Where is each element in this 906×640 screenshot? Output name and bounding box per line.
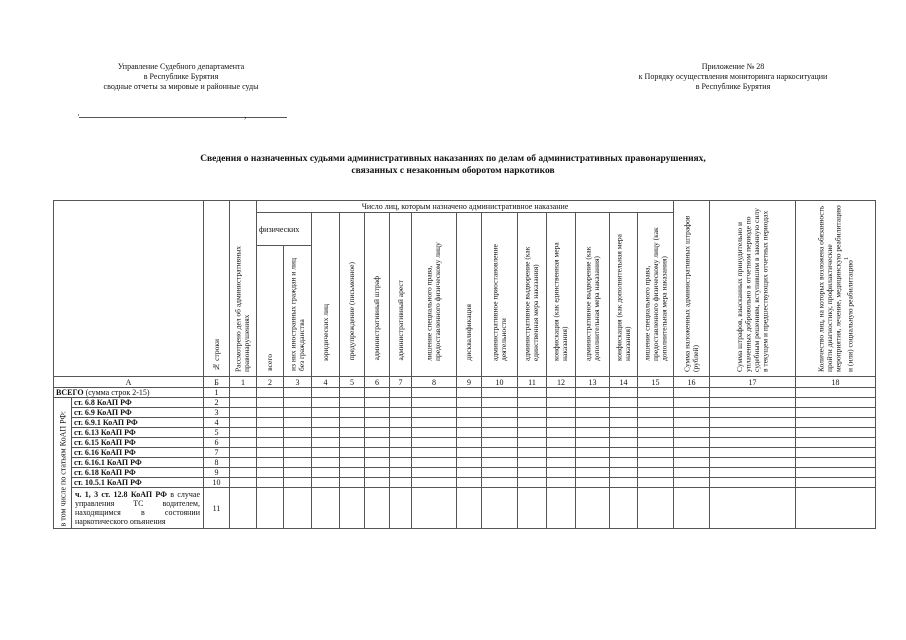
- row-label-long: ч. 1, 3 ст. 12.8 КоАП РФ в случае управления ТС водителем, находящимся в состоянии наркотического опьянения: [72, 488, 204, 529]
- data-cell[interactable]: [638, 408, 674, 418]
- row-label: ст. 6.15 КоАП РФ: [72, 438, 204, 448]
- data-cell[interactable]: [365, 468, 390, 478]
- col-fines-paid: Сумма штрафов, взысканных принудительно и уплаченных добровольно в отчетном периоде по судебным решениям, вступившим в законную силу в текущем и предшествующих отчетных периодах: [710, 201, 796, 377]
- data-cell[interactable]: [547, 448, 576, 458]
- data-cell[interactable]: [257, 478, 284, 488]
- data-cell[interactable]: [412, 458, 457, 468]
- data-cell[interactable]: [257, 458, 284, 468]
- data-cell[interactable]: [365, 408, 390, 418]
- data-cell[interactable]: [457, 388, 482, 398]
- num-2: 2: [257, 377, 284, 388]
- data-cell[interactable]: [390, 438, 412, 448]
- data-cell[interactable]: [312, 468, 340, 478]
- col-expulsion-main: административное выдворение (как единственная мера наказания): [518, 213, 547, 377]
- data-cell[interactable]: [284, 428, 312, 438]
- col-expulsion-add: административное выдворение (как дополнительная мера наказания): [576, 213, 610, 377]
- data-cell[interactable]: [796, 478, 876, 488]
- data-cell[interactable]: [638, 438, 674, 448]
- data-cell[interactable]: [610, 398, 638, 408]
- data-cell[interactable]: [390, 408, 412, 418]
- col-deprivation: лишение специального права, предоставленного физическому лицу: [412, 213, 457, 377]
- data-cell[interactable]: [576, 448, 610, 458]
- table-row: [54, 458, 876, 468]
- data-cell[interactable]: [547, 438, 576, 448]
- data-cell[interactable]: [365, 438, 390, 448]
- col-legal: юридических лиц: [312, 213, 340, 377]
- data-cell[interactable]: [340, 418, 365, 428]
- num-6: 6: [365, 377, 390, 388]
- data-cell[interactable]: [482, 408, 518, 418]
- data-cell[interactable]: [284, 468, 312, 478]
- col-confiscation-main: конфискация (как единственная мера наказания): [547, 213, 576, 377]
- data-cell[interactable]: [610, 458, 638, 468]
- col-warning: предупреждение (письменное): [340, 213, 365, 377]
- data-cell[interactable]: [518, 478, 547, 488]
- data-cell[interactable]: [412, 448, 457, 458]
- row-label: ст. 6.13 КоАП РФ: [72, 428, 204, 438]
- col-fine: административный штраф: [365, 213, 390, 377]
- data-cell[interactable]: [710, 408, 796, 418]
- data-cell[interactable]: [482, 388, 518, 398]
- data-cell[interactable]: [547, 388, 576, 398]
- data-cell[interactable]: [412, 408, 457, 418]
- data-cell[interactable]: [312, 438, 340, 448]
- group-label: в том числе по статьям КоАП РФ:: [58, 410, 67, 526]
- data-cell[interactable]: [257, 398, 284, 408]
- header-left-line3: сводные отчеты за мировые и районные суды: [103, 82, 259, 91]
- data-cell[interactable]: [230, 448, 257, 458]
- data-cell[interactable]: [518, 488, 547, 529]
- data-cell[interactable]: [284, 438, 312, 448]
- data-cell[interactable]: [412, 398, 457, 408]
- data-cell[interactable]: [457, 418, 482, 428]
- data-cell[interactable]: [547, 428, 576, 438]
- num-15: 15: [638, 377, 674, 388]
- row-number: 2: [204, 398, 230, 408]
- data-cell[interactable]: [230, 408, 257, 418]
- data-cell[interactable]: [796, 488, 876, 529]
- header-right: [612, 62, 854, 92]
- data-cell[interactable]: [312, 488, 340, 529]
- data-cell[interactable]: [674, 408, 710, 418]
- data-cell[interactable]: [610, 408, 638, 418]
- title-line1: Сведения о назначенных судьями административных наказаниях по делам об административных правонарушениях,: [200, 154, 706, 164]
- numbering-row: [54, 377, 876, 388]
- data-cell[interactable]: [518, 438, 547, 448]
- data-cell[interactable]: [390, 478, 412, 488]
- subgroup-physical: физических: [257, 213, 312, 246]
- data-cell[interactable]: [257, 448, 284, 458]
- data-cell[interactable]: [390, 468, 412, 478]
- data-cell[interactable]: [674, 478, 710, 488]
- data-cell[interactable]: [638, 398, 674, 408]
- num-9: 9: [457, 377, 482, 388]
- row-label: ст. 6.16 КоАП РФ: [72, 448, 204, 458]
- data-cell[interactable]: [257, 438, 284, 448]
- data-cell[interactable]: [257, 418, 284, 428]
- data-cell[interactable]: [457, 438, 482, 448]
- num-5: 5: [340, 377, 365, 388]
- data-cell[interactable]: [390, 398, 412, 408]
- data-cell[interactable]: [674, 388, 710, 398]
- data-cell[interactable]: [710, 478, 796, 488]
- table-row: [54, 438, 876, 448]
- num-12: 12: [547, 377, 576, 388]
- left-mark: ·: [77, 110, 80, 120]
- signature-line: [79, 117, 287, 118]
- data-cell[interactable]: [365, 448, 390, 458]
- data-cell[interactable]: [638, 468, 674, 478]
- data-cell[interactable]: [340, 468, 365, 478]
- header-right-line2: к Порядку осуществления мониторинга наркоситуации: [638, 72, 828, 81]
- data-cell[interactable]: [610, 468, 638, 478]
- data-cell[interactable]: [284, 448, 312, 458]
- data-cell[interactable]: [412, 478, 457, 488]
- data-cell[interactable]: [518, 468, 547, 478]
- col-disqualification: дисквалификация: [457, 213, 482, 377]
- data-cell[interactable]: [257, 408, 284, 418]
- data-cell[interactable]: [230, 428, 257, 438]
- data-cell[interactable]: [710, 398, 796, 408]
- data-cell[interactable]: [390, 388, 412, 398]
- data-cell[interactable]: [674, 468, 710, 478]
- data-cell[interactable]: [710, 458, 796, 468]
- col-row-number: № строки: [204, 201, 230, 377]
- num-3: 3: [284, 377, 312, 388]
- row-number: 6: [204, 438, 230, 448]
- data-cell[interactable]: [390, 428, 412, 438]
- data-cell[interactable]: [482, 438, 518, 448]
- data-cell[interactable]: [638, 448, 674, 458]
- data-cell[interactable]: [576, 388, 610, 398]
- col-rehab: Количество лиц, на которых возложена обязанность пройти диагностику, профилактические мероприятия, лечение, медицинскую реабилитацию и (или) социальную реабилитацию$^1$: [796, 201, 876, 377]
- data-cell[interactable]: [518, 408, 547, 418]
- data-cell[interactable]: [547, 458, 576, 468]
- data-cell[interactable]: [610, 478, 638, 488]
- data-cell[interactable]: [710, 448, 796, 458]
- data-cell[interactable]: [340, 488, 365, 529]
- data-cell[interactable]: [638, 428, 674, 438]
- col-fines-sum: Сумма наложенных административных штрафов (рублей): [674, 201, 710, 377]
- data-cell[interactable]: [340, 428, 365, 438]
- data-cell[interactable]: [518, 458, 547, 468]
- data-cell[interactable]: [457, 398, 482, 408]
- data-cell[interactable]: [482, 468, 518, 478]
- data-cell[interactable]: [796, 468, 876, 478]
- data-cell[interactable]: [230, 458, 257, 468]
- col-total: всего: [257, 246, 284, 377]
- data-cell[interactable]: [547, 398, 576, 408]
- data-cell[interactable]: [284, 488, 312, 529]
- data-cell[interactable]: [340, 388, 365, 398]
- data-cell[interactable]: [796, 388, 876, 398]
- data-cell[interactable]: [284, 418, 312, 428]
- num-a: А: [54, 377, 204, 388]
- row-label: ст. 6.18 КоАП РФ: [72, 468, 204, 478]
- data-cell[interactable]: [412, 438, 457, 448]
- table-row: [54, 478, 876, 488]
- data-cell[interactable]: [312, 458, 340, 468]
- data-cell[interactable]: [674, 458, 710, 468]
- data-cell[interactable]: [547, 418, 576, 428]
- table-row: [54, 448, 876, 458]
- table-row: [54, 418, 876, 428]
- num-7: 7: [390, 377, 412, 388]
- data-cell[interactable]: [340, 408, 365, 418]
- data-cell[interactable]: [576, 418, 610, 428]
- row-number: 1: [204, 388, 230, 398]
- data-cell[interactable]: [230, 438, 257, 448]
- report-table: [53, 200, 876, 529]
- col-deprivation-add: лишение специального права, предоставленного физическому лицу (как дополнительная мера наказания): [638, 213, 674, 377]
- data-cell[interactable]: [482, 478, 518, 488]
- data-cell[interactable]: [482, 418, 518, 428]
- num-1: 1: [230, 377, 257, 388]
- data-cell[interactable]: [457, 458, 482, 468]
- row-number: 3: [204, 408, 230, 418]
- col-suspension: административное приостановление деятельности: [482, 213, 518, 377]
- data-cell[interactable]: [610, 418, 638, 428]
- data-cell[interactable]: [230, 388, 257, 398]
- data-cell[interactable]: [365, 418, 390, 428]
- data-cell[interactable]: [365, 398, 390, 408]
- data-cell[interactable]: [610, 488, 638, 529]
- header-right-line1: Приложение № 28: [701, 62, 765, 71]
- col-arrest: административный арест: [390, 213, 412, 377]
- group-label-cell: [54, 398, 72, 529]
- data-cell[interactable]: [365, 488, 390, 529]
- data-cell[interactable]: [610, 388, 638, 398]
- data-cell[interactable]: [518, 398, 547, 408]
- col-considered: Рассмотрено дел об административных правонарушениях: [230, 201, 257, 377]
- title-line2: связанных с незаконным оборотом наркотиков: [351, 166, 555, 176]
- data-cell[interactable]: [312, 388, 340, 398]
- data-cell[interactable]: [340, 448, 365, 458]
- data-cell[interactable]: [796, 458, 876, 468]
- data-cell[interactable]: [365, 458, 390, 468]
- data-cell[interactable]: [796, 398, 876, 408]
- col-foreign: из них иностранных граждан и лиц без гражданства: [284, 246, 312, 377]
- data-cell[interactable]: [457, 428, 482, 438]
- table-row-total: [54, 388, 876, 398]
- data-cell[interactable]: [710, 488, 796, 529]
- data-cell[interactable]: [547, 478, 576, 488]
- num-8: 8: [412, 377, 457, 388]
- row-label: ст. 10.5.1 КоАП РФ: [72, 478, 204, 488]
- data-cell[interactable]: [576, 488, 610, 529]
- header-row-1: [54, 201, 876, 213]
- data-cell[interactable]: [576, 458, 610, 468]
- data-cell[interactable]: [312, 448, 340, 458]
- data-cell[interactable]: [710, 418, 796, 428]
- data-cell[interactable]: [284, 458, 312, 468]
- data-cell[interactable]: [340, 458, 365, 468]
- data-cell[interactable]: [412, 418, 457, 428]
- data-cell[interactable]: [257, 488, 284, 529]
- data-cell[interactable]: [390, 458, 412, 468]
- data-cell[interactable]: [257, 468, 284, 478]
- num-17: 17: [710, 377, 796, 388]
- data-cell[interactable]: [518, 388, 547, 398]
- data-cell[interactable]: [457, 408, 482, 418]
- row-label: ст. 6.9 КоАП РФ: [72, 408, 204, 418]
- num-11: 11: [518, 377, 547, 388]
- data-cell[interactable]: [796, 448, 876, 458]
- num-13: 13: [576, 377, 610, 388]
- data-cell[interactable]: [610, 438, 638, 448]
- data-cell[interactable]: [482, 428, 518, 438]
- data-cell[interactable]: [674, 448, 710, 458]
- row-number: 9: [204, 468, 230, 478]
- data-cell[interactable]: [547, 468, 576, 478]
- row-label: ст. 6.8 КоАП РФ: [72, 398, 204, 408]
- data-cell[interactable]: [230, 468, 257, 478]
- header-left-line2: в Республике Бурятия: [143, 72, 219, 81]
- data-cell[interactable]: [674, 418, 710, 428]
- data-cell[interactable]: [312, 478, 340, 488]
- data-cell[interactable]: [365, 388, 390, 398]
- data-cell[interactable]: [674, 428, 710, 438]
- data-cell[interactable]: [284, 388, 312, 398]
- data-cell[interactable]: [457, 488, 482, 529]
- data-cell[interactable]: [230, 478, 257, 488]
- data-cell[interactable]: [674, 438, 710, 448]
- data-cell[interactable]: [638, 478, 674, 488]
- table-row-11: [54, 488, 876, 529]
- data-cell[interactable]: [340, 398, 365, 408]
- data-cell[interactable]: [257, 428, 284, 438]
- num-16: 16: [674, 377, 710, 388]
- header-left: [70, 62, 292, 92]
- table-row: [54, 398, 876, 408]
- data-cell[interactable]: [312, 428, 340, 438]
- data-cell[interactable]: [482, 488, 518, 529]
- table-row: [54, 468, 876, 478]
- data-cell[interactable]: [638, 388, 674, 398]
- report-table-wrapper: [53, 200, 854, 580]
- data-cell[interactable]: [365, 428, 390, 438]
- row-number: 4: [204, 418, 230, 428]
- data-cell[interactable]: [230, 398, 257, 408]
- data-cell[interactable]: [547, 408, 576, 418]
- data-cell[interactable]: [365, 478, 390, 488]
- data-cell[interactable]: [796, 428, 876, 438]
- data-cell[interactable]: [284, 408, 312, 418]
- data-cell[interactable]: [796, 438, 876, 448]
- data-cell[interactable]: [230, 488, 257, 529]
- data-cell[interactable]: [340, 478, 365, 488]
- data-cell[interactable]: [576, 468, 610, 478]
- data-cell[interactable]: [390, 488, 412, 529]
- group-header: Число лиц, которым назначено административное наказание: [257, 201, 674, 213]
- data-cell[interactable]: [518, 428, 547, 438]
- data-cell[interactable]: [674, 398, 710, 408]
- col-confiscation-add: конфискация (как дополнительная мера наказания): [610, 213, 638, 377]
- data-cell[interactable]: [257, 388, 284, 398]
- data-cell[interactable]: [412, 428, 457, 438]
- data-cell[interactable]: [284, 398, 312, 408]
- data-cell[interactable]: [576, 438, 610, 448]
- row-label: ст. 6.9.1 КоАП РФ: [72, 418, 204, 428]
- data-cell[interactable]: [340, 438, 365, 448]
- data-cell[interactable]: [576, 428, 610, 438]
- data-cell[interactable]: [412, 488, 457, 529]
- data-cell[interactable]: [230, 418, 257, 428]
- table-row: [54, 408, 876, 418]
- row-number: 8: [204, 458, 230, 468]
- data-cell[interactable]: [547, 488, 576, 529]
- comma-mark: ,: [244, 110, 247, 120]
- data-cell[interactable]: [638, 488, 674, 529]
- data-cell[interactable]: [457, 478, 482, 488]
- data-cell[interactable]: [390, 448, 412, 458]
- data-cell[interactable]: [576, 408, 610, 418]
- row-number: 7: [204, 448, 230, 458]
- num-14: 14: [610, 377, 638, 388]
- row-label: ст. 6.16.1 КоАП РФ: [72, 458, 204, 468]
- data-cell[interactable]: [482, 448, 518, 458]
- data-cell[interactable]: [518, 418, 547, 428]
- data-cell[interactable]: [576, 398, 610, 408]
- num-10: 10: [482, 377, 518, 388]
- header-corner-cell: [54, 201, 204, 377]
- data-cell[interactable]: [312, 398, 340, 408]
- data-cell[interactable]: [610, 428, 638, 438]
- data-cell[interactable]: [710, 428, 796, 438]
- data-cell[interactable]: [518, 448, 547, 458]
- data-cell[interactable]: [796, 408, 876, 418]
- data-cell[interactable]: [412, 468, 457, 478]
- data-cell[interactable]: [390, 418, 412, 428]
- row-number: 11: [204, 488, 230, 529]
- num-b: Б: [204, 377, 230, 388]
- data-cell[interactable]: [576, 478, 610, 488]
- row-number: 10: [204, 478, 230, 488]
- row-number: 5: [204, 428, 230, 438]
- data-cell[interactable]: [457, 448, 482, 458]
- header-left-line1: Управление Судебного департамента: [117, 62, 245, 71]
- num-4: 4: [312, 377, 340, 388]
- data-cell[interactable]: [638, 458, 674, 468]
- data-cell[interactable]: [610, 448, 638, 458]
- data-cell[interactable]: [312, 418, 340, 428]
- data-cell[interactable]: [482, 458, 518, 468]
- data-cell[interactable]: [312, 408, 340, 418]
- data-cell[interactable]: [412, 388, 457, 398]
- data-cell[interactable]: [710, 468, 796, 478]
- document-title: [120, 153, 786, 177]
- row-label-total: ВСЕГО (сумма строк 2-15): [54, 388, 204, 398]
- header-right-line3: в Республике Бурятия: [695, 82, 771, 91]
- num-18: 18: [796, 377, 876, 388]
- data-cell[interactable]: [638, 418, 674, 428]
- data-cell[interactable]: [284, 478, 312, 488]
- data-cell[interactable]: [482, 398, 518, 408]
- table-row: [54, 428, 876, 438]
- data-cell[interactable]: [710, 388, 796, 398]
- data-cell[interactable]: [796, 418, 876, 428]
- data-cell[interactable]: [710, 438, 796, 448]
- data-cell[interactable]: [674, 488, 710, 529]
- data-cell[interactable]: [457, 468, 482, 478]
